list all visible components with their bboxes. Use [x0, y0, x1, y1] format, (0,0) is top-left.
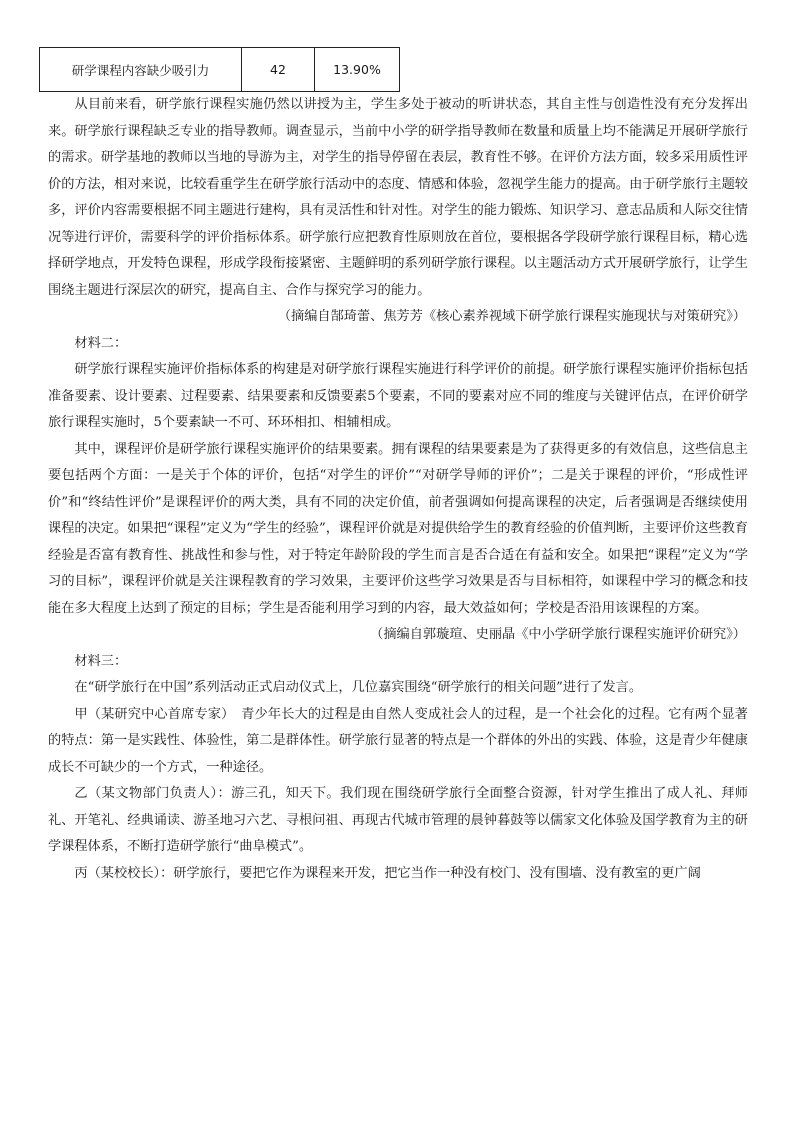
paragraph: 从目前来看，研学旅行课程实施仍然以讲授为主，学生多处于被动的听讲状态，其自主性与创造性没有充分发挥出来。研学旅行课程缺乏专业的指导教师。调查显示，当前中小学的研学指导教师在数量和质量上均不能满足开展研学旅行的需求。研学基地的教师以当地的导游为主，对学生的指导停留在表层，教育性不够。在评价方法方面，较多采用质性评价的方法，相对来说，比较看重学生在研学旅行活动中的态度、情感和体验，忽视学生能力的提高。由于研学旅行主题较多，评价内容需要根据不同主题进行建构，具有灵活性和针对性。对学生的能力锻炼、知识学习、意志品质和人际交往情况等进行评价，需要科学的评价指标体系。研学旅行应把教育性原则放在首位，要根据各学段研学旅行课程目标，精心选择研学地点，开发特色课程，形成学段衔接紧密、主题鲜明的系列研学旅行课程。以主题活动方式开展研学旅行，让学生围绕主题进行深层次的研究，提高自主、合作与探究学习的能力。 — [48, 97, 748, 298]
table-row — [40, 48, 400, 92]
section-heading: 材料三： — [74, 653, 128, 669]
paragraph: 在“研学旅行在中国”系列活动正式启动仪式上，几位嘉宾围绕“研学旅行的相关问题”进行了发言。 — [74, 680, 643, 695]
paragraph: 甲（某研究中心首席专家） 青少年长大的过程是由自然人变成社会人的过程，是一个社会化的过程。它有两个显著的特点：第一是实践性、体验性，第二是群体性。研学旅行显著的特点是一个群体的外出的实践、体验，这是青少年健康成长不可缺少的一个方式，一种途径。 — [48, 706, 748, 775]
section-heading: 材料二： — [74, 335, 128, 351]
source-citation: （摘编自郭璇瑄、史丽晶《中小学研学旅行课程实施评价研究》） — [370, 627, 746, 642]
table-cell-percent: 13.90% — [315, 48, 400, 92]
paragraph: 丙（某校校长）：研学旅行，要把它作为课程来开发，把它当作一种没有校门、没有围墙、没有教室的更广阔 — [74, 865, 701, 881]
table-cell-item: 研学课程内容缺少吸引力 — [40, 48, 242, 92]
article-body — [48, 92, 748, 887]
paragraph: 研学旅行课程实施评价指标体系的构建是对研学旅行课程实施进行科学评价的前提。研学旅行课程实施评价指标包括准备要素、设计要素、过程要素、结果要素和反馈要素5个要素，不同的要素对应不同的维度与关键评估点，在评价研学旅行课程实施时，5个要素缺一不可、环环相扣、相辅相成。 — [48, 362, 748, 430]
paragraph: 乙（某文物部门负责人）：游三孔，知天下。我们现在围绕研学旅行全面整合资源，针对学生推出了成人礼、拜师礼、开笔礼、经典诵读、游圣地习六艺、寻根问祖、再现古代城市管理的晨钟暮鼓等以儒家文化体验及国学教育为主的研学课程体系，不断打造研学旅行“曲阜模式”。 — [48, 786, 748, 854]
survey-table — [39, 47, 400, 92]
source-citation: （摘编自郜琦蕾、焦芳芳《核心素养视域下研学旅行课程实施现状与对策研究》） — [277, 309, 746, 324]
paragraph: 其中，课程评价是研学旅行课程实施评价的结果要素。拥有课程的结果要素是为了获得更多的有效信息，这些信息主要包括两个方面：一是关于个体的评价，包括“对学生的评价”“对研学导师的评价”；二是关于课程的评价，“形成性评价”和“终结性评价”是课程评价的两大类，具有不同的决定价值，前者强调如何提高课程的决定，后者强调是否继续使用课程的决定。如果把“课程”定义为“学生的经验”，课程评价就是对提供给学生的教育经验的价值判断，主要评价这些教育经验是否富有教育性、挑战性和参与性，对于特定年龄阶段的学生而言是否合适在有益和安全。如果把“课程”定义为“学习的目标”，课程评价就是关注课程教育的学习效果，主要评价这些学习效果是否与目标相符，如课程中学习的概念和技能在多大程度上达到了预定的目标；学生是否能利用学习到的内容，最大效益如何；学校是否沿用该课程的方案。 — [48, 441, 748, 616]
table-cell-count: 42 — [242, 48, 315, 92]
